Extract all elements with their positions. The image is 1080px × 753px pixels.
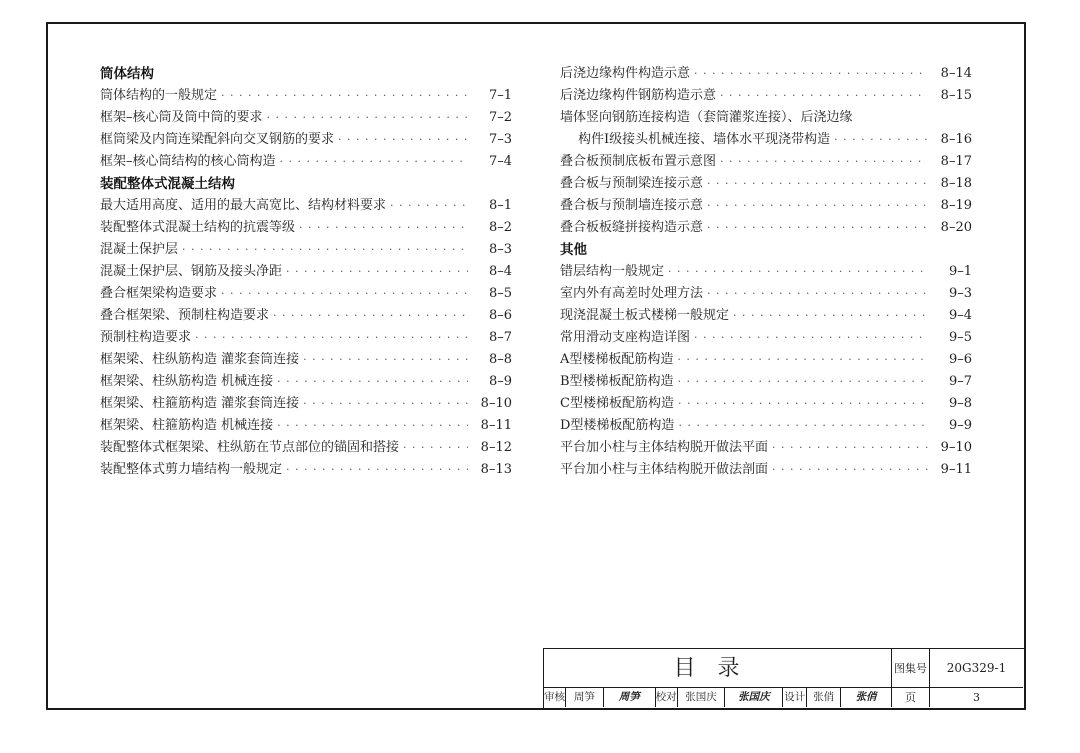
designer-signature: 张俏 [855,691,877,703]
section-heading-tube-structure: 筒体结构 [100,66,154,82]
toc-entry[interactable]: 筒体结构的一般规定 · · · 7–1 [100,85,512,107]
reviewer-name: 周笋 [566,688,604,707]
check-label: 校对 [656,688,678,707]
atlas-number-label: 图集号 [892,649,930,688]
toc-entry[interactable]: D型楼梯板配筋构造 · · · 9–9 [560,415,972,437]
toc-entry[interactable]: 错层结构一般规定 · · · 9–1 [560,261,972,283]
toc-entry[interactable]: 叠合框架梁构造要求 · · · 8–5 [100,283,512,305]
design-label: 设计 [783,688,807,707]
toc-entry[interactable]: 框架梁、柱纵筋构造 机械连接 · · · 8–9 [100,371,512,393]
toc-entry[interactable]: 常用滑动支座构造详图 · · · 9–5 [560,327,972,349]
toc-entry[interactable]: 后浇边缘构件构造示意 · · · 8–14 [560,63,972,85]
drawing-title: 目录 [544,649,892,688]
reviewer-signature: 周笋 [604,688,656,707]
toc-entry[interactable]: 平台加小柱与主体结构脱开做法平面 · · · 9–10 [560,437,972,459]
toc-entry[interactable]: 装配整体式框架梁、柱纵筋在节点部位的锚固和搭接 · · · 8–12 [100,437,512,459]
checker-name: 张国庆 [678,688,726,707]
toc-entry[interactable]: 混凝土保护层、钢筋及接头净距 · · · 8–4 [100,261,512,283]
toc-entry[interactable]: 预制柱构造要求 · · · 8–7 [100,327,512,349]
toc-entry[interactable]: 叠合板与预制墙连接示意 · · · 8–19 [560,195,972,217]
toc-entry[interactable]: A型楼梯板配筋构造 · · · 9–6 [560,349,972,371]
toc-entry[interactable]: 现浇混凝土板式楼梯一般规定 · · · 9–4 [560,305,972,327]
checker-signature: 张国庆 [725,688,783,707]
toc-entry-multiline-first[interactable]: 墙体竖向钢筋连接构造（套筒灌浆连接）、后浇边缘 [560,110,853,125]
toc-entry[interactable]: 混凝土保护层 · · · 8–3 [100,239,512,261]
designer-name: 张俏 [807,688,841,707]
toc-entry[interactable]: 平台加小柱与主体结构脱开做法剖面 · · · 9–11 [560,459,972,481]
toc-entry[interactable]: 框架–核心筒及筒中筒的要求 · · · 7–2 [100,107,512,129]
signature-row [544,688,892,707]
toc-entry[interactable]: 框架梁、柱箍筋构造 灌浆套筒连接 · · · 8–10 [100,393,512,415]
toc-left-column [100,63,512,481]
toc-entry[interactable]: 框架梁、柱纵筋构造 灌浆套筒连接 · · · 8–8 [100,349,512,371]
toc-entry[interactable]: 叠合板与预制梁连接示意 · · · 8–18 [560,173,972,195]
atlas-number: 20G329-1 [930,649,1023,688]
toc-entry[interactable]: 后浇边缘构件钢筋构造示意 · · · 8–15 [560,85,972,107]
toc-entry[interactable]: C型楼梯板配筋构造 · · · 9–8 [560,393,972,415]
section-heading-other: 其他 [560,242,587,258]
drawing-title-block [543,648,1024,708]
toc-entry[interactable]: 装配整体式混凝土结构的抗震等级 · · · 8–2 [100,217,512,239]
toc-entry[interactable]: 最大适用高度、适用的最大高宽比、结构材料要求 · · · 8–1 [100,195,512,217]
toc-entry[interactable]: 装配整体式剪力墙结构一般规定 · · · 8–13 [100,459,512,481]
toc-entry[interactable]: 叠合板板缝拼接构造示意 · · · 8–20 [560,217,972,239]
section-heading-precast-concrete: 装配整体式混凝土结构 [100,176,235,192]
toc-entry[interactable]: 框架–核心筒结构的核心筒构造 · · · 7–4 [100,151,512,173]
toc-entry[interactable]: 框筒梁及内筒连梁配斜向交叉钢筋的要求 · · · 7–3 [100,129,512,151]
toc-entry-multiline-second[interactable]: 构件Ⅰ级接头机械连接、墙体水平现浇带构造 · · · 8–16 [560,129,972,151]
toc-entry[interactable]: 叠合板预制底板布置示意图 · · · 8–17 [560,151,972,173]
toc-entry[interactable]: B型楼梯板配筋构造 · · · 9–7 [560,371,972,393]
toc-entry[interactable]: 室内外有高差时处理方法 · · · 9–3 [560,283,972,305]
page-number: 3 [973,691,980,704]
toc-right-column [560,63,972,481]
page-label: 页 [892,688,930,707]
toc-entry[interactable]: 叠合框架梁、预制柱构造要求 · · · 8–6 [100,305,512,327]
toc-entry[interactable]: 框架梁、柱箍筋构造 机械连接 · · · 8–11 [100,415,512,437]
review-label: 审核 [544,688,566,707]
